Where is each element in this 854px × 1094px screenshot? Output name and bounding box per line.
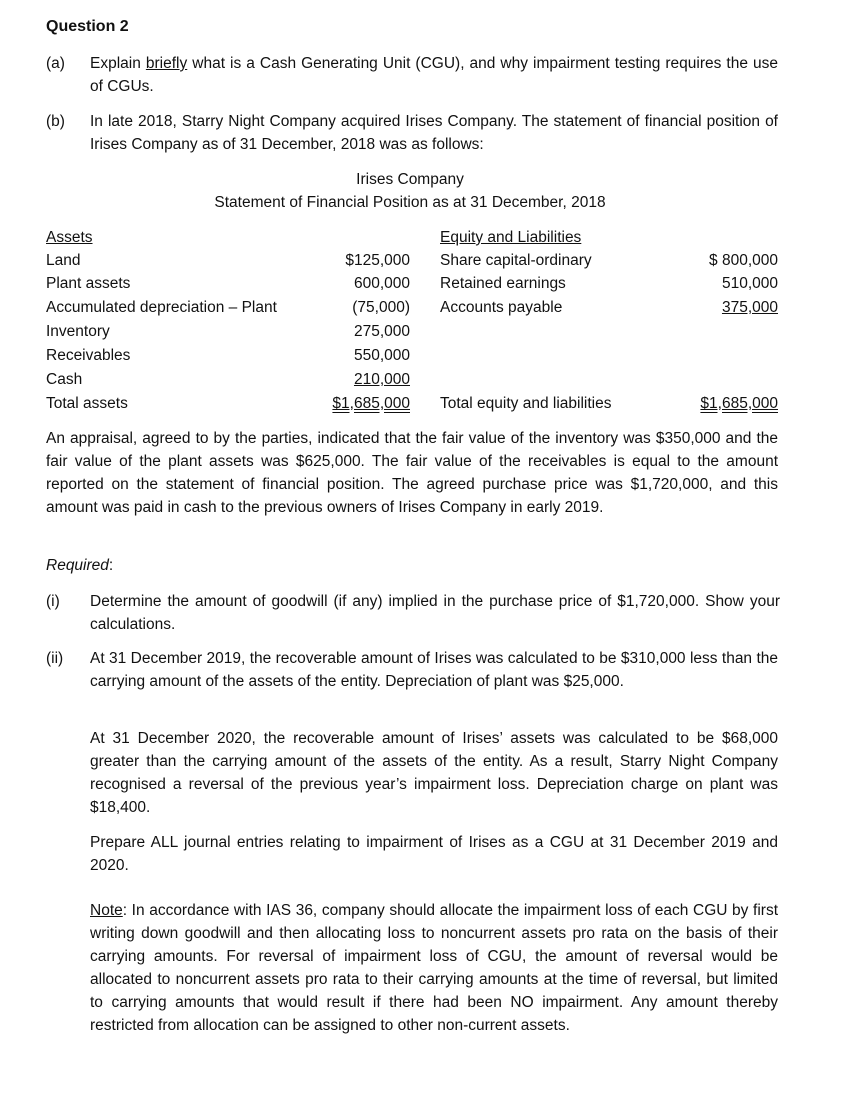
part-a-pre: Explain bbox=[90, 55, 146, 72]
statement-subtitle: Statement of Financial Position as at 31 December, 2018 bbox=[214, 194, 606, 211]
asset-label: Accumulated depreciation – Plant bbox=[46, 299, 277, 316]
equity-value: 375,000 bbox=[721, 299, 778, 316]
asset-value: 275,000 bbox=[353, 323, 410, 340]
part-ii-paragraph-1: At 31 December 2019, the recoverable amount of Irises was calculated to be $310,000 less than the carrying amount of the assets of the entity. Depreciation of plant was $25,000. bbox=[90, 650, 778, 690]
asset-label: Land bbox=[46, 252, 81, 269]
asset-label: Cash bbox=[46, 371, 83, 388]
required-label: Required bbox=[46, 557, 109, 574]
part-b-text: In late 2018, Starry Night Company acquired Irises Company. The statement of financial position of Irises Company as of 31 December, 2018 was as follows: bbox=[90, 113, 778, 153]
part-b-label: (b) bbox=[46, 113, 65, 130]
part-a-text bbox=[90, 52, 778, 98]
asset-value: 600,000 bbox=[353, 275, 410, 292]
total-assets-label: Total assets bbox=[46, 395, 128, 412]
part-a-post: what is a Cash Generating Unit (CGU), and why impairment testing requires the use of CGUs. bbox=[90, 55, 778, 95]
part-ii-paragraph-3: Prepare ALL journal entries relating to impairment of Irises as a CGU at 31 December 2019 and 2020. bbox=[90, 834, 778, 874]
assets-header: Assets bbox=[46, 229, 93, 246]
part-i-text: Determine the amount of goodwill (if any) implied in the purchase price of $1,720,000. Show your calculations. bbox=[90, 593, 780, 633]
equity-value: $ 800,000 bbox=[709, 252, 778, 269]
required-colon: : bbox=[108, 557, 114, 574]
asset-value: $125,000 bbox=[345, 252, 410, 269]
part-ii-label: (ii) bbox=[46, 650, 64, 667]
total-assets-value: $1,685,000 bbox=[332, 395, 410, 412]
question-title: Question 2 bbox=[46, 18, 129, 35]
asset-label: Plant assets bbox=[46, 275, 131, 292]
equity-label: Accounts payable bbox=[440, 299, 563, 316]
asset-label: Receivables bbox=[46, 347, 131, 364]
note-paragraph bbox=[90, 899, 778, 1037]
asset-value: 210,000 bbox=[353, 371, 410, 388]
part-ii-paragraph-2: At 31 December 2020, the recoverable amount of Irises’ assets was calculated to be $68,000 greater than the carrying amount of the assets of the entity. As a result, Starry Night Company recognised a reversal of the previous year’s impairment loss. Depreciation charge on plant was $18,400. bbox=[90, 730, 778, 816]
total-equity-value: $1,685,000 bbox=[700, 395, 778, 412]
equity-label: Retained earnings bbox=[440, 275, 566, 292]
note-label: Note bbox=[90, 902, 123, 919]
part-a-label: (a) bbox=[46, 55, 65, 72]
equity-label: Share capital-ordinary bbox=[440, 252, 592, 269]
total-equity-label: Total equity and liabilities bbox=[440, 395, 612, 412]
equity-value: 510,000 bbox=[721, 275, 778, 292]
asset-value: (75,000) bbox=[352, 299, 410, 316]
statement-company: Irises Company bbox=[356, 171, 464, 188]
note-text: : In accordance with IAS 36, company should allocate the impairment loss of each CGU by first writing down goodwill and then allocating loss to noncurrent assets pro rata on the basis of their carrying amounts. For reversal of impairment loss of CGU, the amount of reversal would be allocated to noncurrent assets pro rata to their carrying amounts at the time of reversal, but limited to carrying amounts that would result if there had been NO impairment. Any amount thereby restricted from allocation can be assigned to other non-current assets. bbox=[90, 902, 778, 1034]
equity-header: Equity and Liabilities bbox=[440, 229, 582, 246]
asset-value: 550,000 bbox=[353, 347, 410, 364]
asset-label: Inventory bbox=[46, 323, 110, 340]
appraisal-paragraph: An appraisal, agreed to by the parties, indicated that the fair value of the inventory was $350,000 and the fair value of the plant assets was $625,000. The fair value of the receivables is equal to the amount reported on the statement of financial position. The agreed purchase price was $1,720,000, and this amount was paid in cash to the previous owners of Irises Company in early 2019. bbox=[46, 430, 778, 516]
part-i-label: (i) bbox=[46, 593, 60, 610]
required-heading bbox=[46, 554, 113, 577]
part-a-emphasis: briefly bbox=[145, 55, 188, 72]
